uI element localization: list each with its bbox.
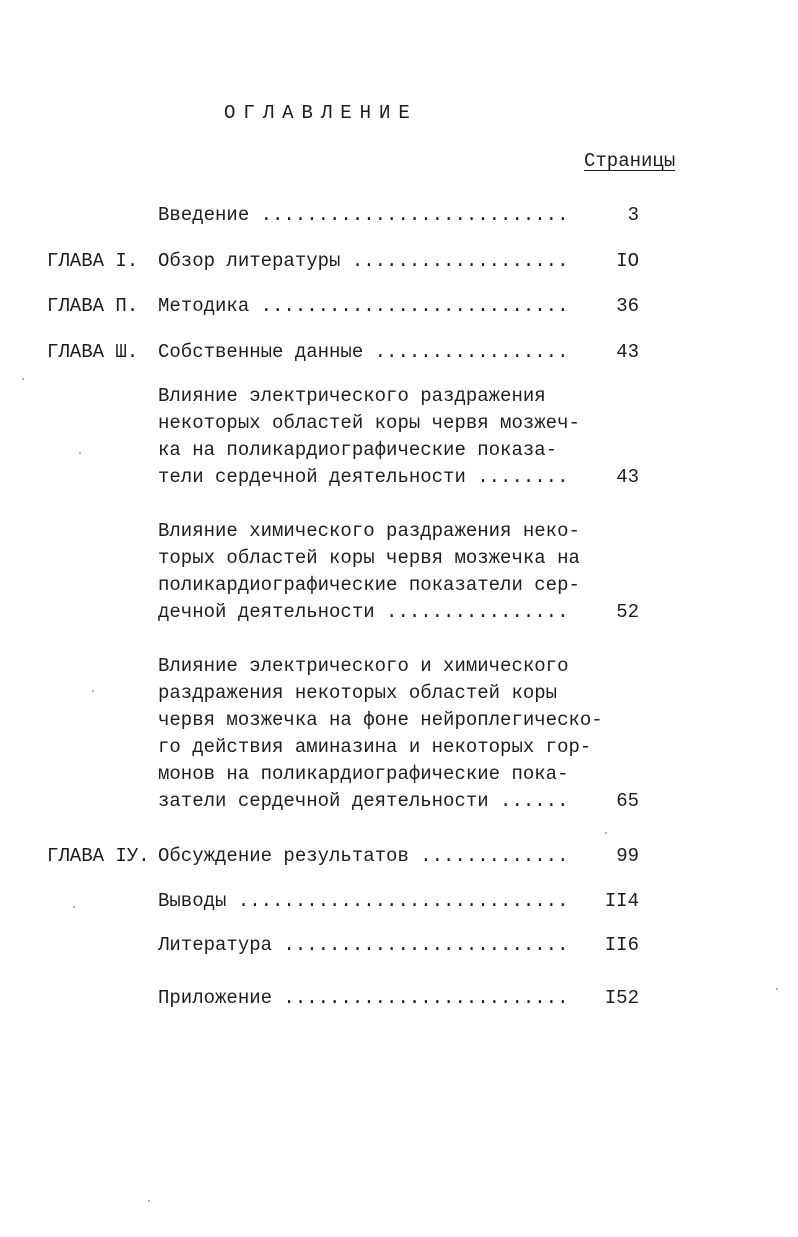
- chapter-label: ГЛАВА П.: [47, 295, 139, 317]
- toc-entry-text: червя мозжечка на фоне нейроплегическо-: [158, 709, 603, 731]
- toc-page-number: 36: [616, 295, 639, 317]
- toc-page-number: 43: [616, 466, 639, 488]
- toc-entry-text: Обсуждение результатов .............: [158, 845, 569, 867]
- toc-entry-text: ка на поликардиографические показа-: [158, 439, 558, 461]
- toc-entry-text: Влияние химического раздражения неко-: [158, 520, 580, 542]
- chapter-label: ГЛАВА Ш.: [47, 341, 139, 363]
- chapter-label: ГЛАВА I.: [47, 250, 139, 272]
- toc-page-number: II4: [604, 890, 639, 912]
- toc-entry-text: Влияние электрического раздражения: [158, 385, 546, 407]
- toc-entry-text: Обзор литературы ...................: [158, 250, 569, 272]
- scan-speck: [73, 906, 75, 908]
- toc-page-number: 3: [627, 204, 639, 226]
- toc-page-number: I52: [604, 987, 639, 1009]
- toc-page-number: 43: [616, 341, 639, 363]
- scan-speck: [605, 832, 607, 834]
- pages-header: Страницы: [584, 150, 676, 172]
- toc-page-number: 99: [616, 845, 639, 867]
- toc-entry-text: дечной деятельности ................: [158, 601, 569, 623]
- scan-speck: [92, 690, 94, 692]
- toc-entry-text: поликардиографические показатели сер-: [158, 574, 580, 596]
- toc-entry-text: торых областей коры червя мозжечка на: [158, 547, 580, 569]
- chapter-label: ГЛАВА IУ.: [47, 845, 150, 867]
- toc-entry-text: Методика ...........................: [158, 295, 569, 317]
- toc-title: ОГЛАВЛЕНИЕ: [224, 102, 418, 124]
- toc-entry-text: Литература .........................: [158, 934, 569, 956]
- toc-entry-text: Влияние электрического и химического: [158, 655, 569, 677]
- toc-entry-text: монов на поликардиографические пока-: [158, 763, 569, 785]
- scan-speck: [148, 1200, 150, 1202]
- scan-speck: [79, 452, 81, 454]
- toc-entry-text: го действия аминазина и некоторых гор-: [158, 736, 592, 758]
- toc-page-number: II6: [604, 934, 639, 956]
- toc-entry-text: раздражения некоторых областей коры: [158, 682, 558, 704]
- toc-page-number: IO: [616, 250, 639, 272]
- toc-page-number: 52: [616, 601, 639, 623]
- toc-entry-text: некоторых областей коры червя мозжеч-: [158, 412, 580, 434]
- toc-page-number: 65: [616, 790, 639, 812]
- toc-entry-text: Приложение .........................: [158, 987, 569, 1009]
- scan-speck: [776, 988, 778, 990]
- scan-speck: [22, 378, 24, 380]
- toc-entry-text: Собственные данные .................: [158, 341, 569, 363]
- toc-entry-text: Введение ...........................: [158, 204, 569, 226]
- toc-entry-text: тели сердечной деятельности ........: [158, 466, 569, 488]
- toc-entry-text: затели сердечной деятельности ......: [158, 790, 569, 812]
- toc-entry-text: Выводы .............................: [158, 890, 569, 912]
